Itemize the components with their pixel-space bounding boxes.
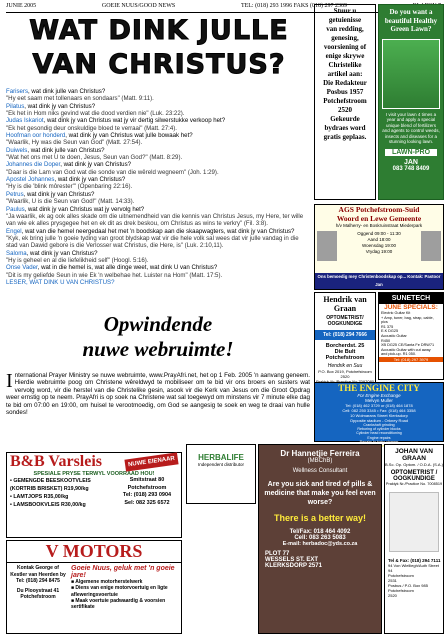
engine-service: Repairs to turbo charger [359, 439, 399, 444]
speaker-name: Apostel Johannes [6, 176, 55, 184]
ferreira-cell: Cell: 083 263 5083 [294, 535, 346, 541]
submission-line: getuienisse [328, 16, 362, 24]
article-paragraph [6, 228, 310, 235]
speaker-name: Hoofman oor honderd [6, 132, 66, 140]
hendrik-addr-1: Borcherdst. 25 [325, 343, 365, 349]
sunetech-items [379, 311, 443, 357]
speaker-name: Petrus [6, 190, 24, 198]
lawn-image [382, 39, 440, 109]
submission-line: genesing, [331, 34, 359, 42]
bb-special: SPESIALE PRYSE TERWYL VOORRAAD HOU! [33, 471, 155, 477]
program-text [6, 372, 310, 450]
vm-title: V MOTORS [7, 541, 181, 563]
paragraph-text: "Kyk, ek bring julle 'n goeie tyding van groot blydskap wat vir die hele volk sal wees dat vir julle vandag in die stad van Dawid gebore is die Verlosser wat Christus, die Here, is" (Luk. 2:10,11). [6, 234, 299, 250]
lawn-body: I visit your lawn 4 times a year and apply a special unique blend of fertilizers and agents to control weeds, insects and diseases for a stunning looking lawn. [382, 111, 440, 144]
article-paragraph [6, 95, 310, 102]
jvg-image [389, 492, 439, 552]
engine-foot: used [378, 444, 386, 449]
article-paragraph [6, 147, 310, 154]
jvg-code: 2520 [388, 593, 397, 598]
paragraph-text: , wat dink julle van Christus? [28, 88, 106, 95]
article-paragraph [6, 183, 310, 190]
ags-photo-right [421, 231, 441, 261]
speaker-name: Paulus [6, 205, 25, 213]
hendrik-name: Hendrik van Graan [323, 295, 367, 313]
ferreira-q2: There is a better way! [273, 513, 367, 523]
article-paragraph [6, 191, 310, 198]
paragraph-text: , wat dink jy van Christus? [26, 249, 98, 257]
article-paragraph [6, 206, 310, 213]
engine-opp: Opposite stadium - Orkney Road [349, 418, 409, 423]
article-paragraph [6, 169, 310, 176]
submission-line: van redding, [326, 25, 364, 33]
speaker-name: Onse Vader [6, 264, 38, 272]
sunetech-item: and pick-up. R1 050. [381, 352, 417, 357]
submission-line: Die Redakteur [323, 79, 367, 87]
vm-item: ■ Diens van enige motorvoertuig en ligte afleweringsvoertuie [71, 585, 168, 598]
ags-footer: Ons bemoedig mey Christenboodskap op... Kontak: Pastoor Jan [315, 273, 443, 289]
submission-box [314, 4, 376, 200]
ferreira-addr-2: WESSELS ST. EXT [265, 557, 319, 563]
herbalife-sub: Independent distributor [197, 462, 245, 467]
article-paragraph [6, 154, 310, 161]
paragraph-text: "Hy is die 'blink môrester'" (Openbaring 22:16). [6, 183, 133, 191]
speaker-name: Saloma [6, 249, 27, 257]
jvg-name: JOHAN VAN GRAAN [395, 448, 433, 462]
hendrik-po: P.O. Box 2019, Potchefstroom 2520 [318, 369, 372, 379]
speaker-name: Pilatus [6, 102, 25, 110]
herbalife-ad[interactable] [186, 444, 256, 504]
speaker-name: Duiwels [6, 146, 28, 154]
submission-line: artikel aan: [327, 70, 363, 78]
article-paragraph [6, 279, 310, 286]
ferreira-deg: (MBChB) [307, 458, 333, 464]
engine-service: Crankshaft grinding [363, 423, 395, 427]
lawn-phone: 083 748 8409 [392, 165, 430, 172]
paragraph-text: "Waarlik, Hy was die Seun van God" (Matt. 27:54). [6, 139, 143, 147]
jvg-ad[interactable] [384, 444, 444, 634]
engine-tel: Tel: (018) 462 3729 or (018) 464 1878 [345, 403, 413, 408]
paragraph-text: , wat in die hemel is, wat alle dinge weet, wat dink U van Christus? [37, 264, 218, 272]
ags-service: Vrydag 19:00 [365, 249, 393, 254]
bb-addr-2: Potchefstroom [127, 484, 167, 491]
ags-title-2: Woord en Lewe Gemeente [336, 214, 422, 223]
ferreira-tel: Tel/Fax: 018 464 4092 [289, 529, 351, 535]
ags-sub: h/v Malherry- en Boskruinstraat Miederpark [335, 223, 423, 228]
ferreira-ad[interactable] [258, 444, 382, 634]
submission-line: Posbus 1957 [326, 88, 364, 96]
paragraph-text: "Daar is die Lam van God wat die sonde van die wêreld wegneem" (Joh. 1:29). [6, 168, 219, 176]
ferreira-addr-3: KLERKSDORP 2571 [265, 563, 322, 569]
article-paragraph [6, 110, 310, 117]
jvg-deg: B.Sc. Op. Optom. / O.D.A. (S.A.) [385, 462, 444, 467]
paragraph-text: , wat dink jy van Christus? [23, 190, 95, 198]
jvg-addr-1: 94 Von Wielliegh/Auth Street 94 [388, 563, 439, 573]
engine-service: Engine repairs [367, 435, 391, 440]
article-paragraph [6, 125, 310, 132]
paragraph-text: , wat dink jy van Christus? [24, 102, 96, 110]
vm-contact: Kontak George of Kestler van Heerden by Tel: (018) 294 8475 [10, 565, 66, 584]
ags-title-1: AGS Potchefstroom-Suid [338, 205, 420, 214]
bb-items [7, 477, 113, 509]
bb-address [113, 477, 181, 509]
sunetech-item: R450 [381, 338, 391, 343]
bb-item: • LAMTJOPS R35,00/kg [10, 494, 69, 500]
sunetech-item: XB DG25 CE/Santa Fe DRW71 [381, 343, 435, 348]
article-paragraph [6, 257, 310, 264]
paragraph-text: "Waarlik, U is die Seun van God!" (Matt. 14:33). [6, 198, 135, 206]
article-paragraph [6, 213, 310, 228]
vm-left [7, 563, 69, 612]
article-paragraph [6, 139, 310, 146]
hendrik-tag: Hendrik en Suu [327, 363, 363, 369]
hendrik-addr-2: Die Bult [334, 349, 356, 355]
header-date: JUNIE 2005 [6, 3, 37, 9]
heading-line-2: nuwe webruimte! [82, 337, 234, 361]
paragraph-text: "Ek het in Hom niks gevind wat die dood verdien nie" (Luk. 23:22). [6, 110, 185, 118]
paragraph-text: "Dit is my geliefde Seun in wie Ek 'n welbehae het. Luister na Hom" (Matt. 17:5). [6, 271, 223, 279]
hendrik-addr-3: Potchefstroom [325, 355, 365, 361]
engine-service: Reboring of cylinder blocks [357, 427, 401, 432]
ags-church-ad[interactable] [314, 204, 444, 290]
jvg-title: OPTOMETRIST / OOGKUNDIGE [390, 470, 438, 482]
submission-line: gratis geplaas. [323, 133, 367, 141]
paragraph-text: , wat van die hemel neergedaal het met 'n boodskap aan die skaapwagters, wat dink jy van Christus? [21, 227, 295, 235]
ags-service: Woensdag 19:00 [362, 243, 396, 248]
sunetech-brand: SUNETECH [379, 293, 443, 304]
ferreira-addr: PLOT 77 [265, 551, 290, 557]
ags-photo-left [317, 231, 337, 261]
submission-line: enige skrywe [325, 52, 365, 60]
ferreira-q1: Are you sick and tired of pills & medicine that make you feel even worse? [264, 481, 376, 506]
lawn-contact: JAN [403, 158, 418, 166]
article-body [6, 88, 310, 310]
herbalife-brand: HERBALIFE [198, 453, 244, 462]
engine-addr: 10 Wolmarans Street Klerksdorp [350, 413, 408, 418]
article-paragraph [6, 117, 310, 124]
submission-line: bydraes word [324, 124, 366, 132]
sunetech-item: Electric Guitar Kit [381, 311, 411, 315]
ferreira-email: E-mail: herbadoc@yds.co.za [282, 541, 358, 547]
paragraph-text: "Ek het gesondig deur onskuldige bloed te verraai" (Matt. 27:4). [6, 124, 177, 132]
article-paragraph [6, 198, 310, 205]
paragraph-text: , wat dink jy van Christus wat jy vir dertig silwerstukke verkoop het? [43, 117, 226, 125]
lawn-title: Do you want a beautiful Healthy Green Lawn? [384, 8, 438, 33]
article-paragraph [6, 132, 310, 139]
engine-contact: Melvyn Muller [365, 398, 393, 403]
engine-sub: For Engine Exchange [357, 393, 401, 398]
jvg-city: Potchefstroom [388, 588, 414, 593]
speaker-name: Farisers [6, 88, 29, 95]
jvg-addr-3: 2531 [388, 578, 397, 583]
ferreira-name: Dr Hannetjie Ferreira [280, 449, 360, 458]
bb-header [7, 453, 181, 471]
lawn-brand: LAWN-PRO [385, 149, 437, 156]
sunetech-title: JUNE SPECIALS: [384, 304, 438, 311]
speaker-name: Engel [6, 227, 22, 235]
ags-service: Oggend 09:00 - 11:30 [357, 231, 401, 236]
title-line-1: WAT DINK JULLE [29, 15, 289, 46]
jvg-addr-2: Potchefstroom [388, 573, 414, 578]
speaker-name: Judas Iskariot [6, 117, 44, 125]
header-paper: GOEIE NUUS/GOOD NEWS [101, 3, 176, 9]
article-paragraph [6, 161, 310, 168]
paragraph-text: "Hy is geheel en al die liefelikheid self" (Hoogl. 5:16). [6, 256, 149, 264]
vm-addr: Du Plooystraat 41 Potchefstroom [16, 587, 60, 600]
speaker-name: Johannes die Doper [6, 161, 61, 169]
submission-line: Stuur u [333, 7, 357, 15]
jvg-reg: Praktyk Nr./Practice No. 7008519 [385, 482, 443, 486]
v-motors-ad[interactable] [6, 540, 182, 634]
section-heading [6, 312, 310, 370]
engine-title: THE ENGINE CITY [338, 383, 420, 393]
submission-line: Christelike [328, 61, 362, 69]
paragraph-text: "Wat het ons met U te doen, Jesus, Seun van God?" (Matt. 8:29). [6, 154, 183, 162]
program-body: nternational Prayer Ministry se nuwe webruimte, www.PrayAfri.net, het op 1 Feb. 2005 'n aanvang geneem. Hierdie webruimte poog om Christene wêreldwyd te mobiliseer om te bid vir ons broers en susters wat vervolg word, vir die herstel van die Christelike gesin, asook vir die Kerk van Jesus om die Groot Opdrag weer ernstig op te neem. PrayAfri is op soek na Christene wat sal toegewyd om minstens vir 7 minute elke dag te bid om 07:00 en 19:00, om huisel te verootmoedig, om God se aangesig te soek en weg te draai van hulle sondes! [6, 372, 310, 417]
paragraph-text: , wat dink jy van Christus wat jy vervolg het? [24, 205, 145, 213]
article-paragraph [6, 250, 310, 257]
bb-item: • GEMENGDE BEESKOOTVLEIS (KORTRIB BRISKET) R19,90/kg [10, 478, 91, 492]
title-line-2: VAN CHRISTUS? [32, 49, 286, 80]
paragraph-text: , wat dink jy van Christus? [54, 176, 126, 184]
vm-tagline: Goeie Nuus, geluk met 'n goeie jare! [71, 565, 175, 579]
article-paragraph [6, 176, 310, 183]
submission-line: voorsiening of [323, 43, 367, 51]
article-paragraph [6, 264, 310, 271]
paragraph-text: "Ja waarlik, ek ag ook alles skade om die uitnemendheid van die kennis van Christus Jesus, my Here, ter wille van wie ek alles prysgegee het en ek dit as drek beskou, om Christus as wins te verkry" (Fil. 3:8). [6, 212, 304, 228]
article-paragraph [6, 272, 310, 279]
lawn-ad[interactable] [378, 4, 444, 200]
sunetech-item: Acoustic Guitar with cut away [381, 347, 431, 352]
paragraph-text: , wat dink jy van Christus? [60, 161, 132, 169]
engine-cell: Cell: 082 250 3345 • Fax: (018) 464 3358 [342, 408, 416, 413]
sunetech-ad[interactable] [378, 292, 444, 380]
ags-details [315, 229, 443, 263]
bb-tel: Tel: (018) 293 0904 [122, 492, 172, 498]
bb-title: B&B Varsleis [10, 453, 103, 470]
submission-line: 2520 [338, 106, 352, 114]
bb-cell: Sel: 082 325 6572 [124, 499, 170, 506]
hendrik-title: OPTOMETRIST/ OOGKUNDIGE [326, 315, 364, 327]
ags-services [339, 231, 419, 261]
jvg-tel: Tel & Fax: (018) 294 7111 [388, 558, 441, 563]
jvg-po: Posbus / P.O. Box 985 [388, 583, 428, 588]
paragraph-text: , wat dink jy van Christus wat julle bowaak het? [65, 132, 193, 140]
bb-item: • LAMSBOOKVLEIS R30,00/kg [10, 502, 86, 508]
bb-addr-1: Smitstraat 80 [129, 477, 165, 483]
speaker-name: LESER, WAT DINK U VAN CHRISTUS? [6, 278, 115, 286]
sunetech-item: + Amp, tuner, bag, strap, cable, pics [381, 315, 434, 325]
sunetech-item: R1 375 [381, 324, 394, 329]
bb-varsleis-ad[interactable] [6, 452, 182, 538]
engine-services [315, 423, 443, 444]
sunetech-item: E.K DG25 [381, 329, 399, 334]
article-title [4, 14, 314, 86]
article-paragraph [6, 103, 310, 110]
sunetech-contact: Tel: (018) 297 3979 [379, 357, 443, 362]
header-tel: TEL: (018) 293 1996 FAKS (018) 297 2369 [240, 3, 347, 9]
drop-cap: I [6, 372, 13, 392]
engine-service: Cylinder head reconditioning [356, 431, 402, 436]
sunetech-item: Acoustic Guitar [381, 333, 407, 338]
heading-line-1: Opwindende [103, 312, 213, 336]
paragraph-text: "Hy eet saam met tollenaars en sondaars" (Matt. 9:11). [6, 95, 154, 103]
vm-items [71, 579, 179, 610]
engine-city-ad[interactable] [314, 382, 444, 449]
article-paragraph [6, 235, 310, 250]
hendrik-tel: Tel: (018) 294 7666 [315, 330, 375, 340]
bb-tag: NUWE EIENAAR [124, 452, 178, 471]
vm-item: ■ Maak voertuie padwaardig & voorsien sertifikate [71, 597, 166, 611]
ags-service: Aand 18:00 [367, 237, 391, 242]
ferreira-sub: Wellness Consultant [292, 468, 348, 474]
submission-line: Potchefstroom [323, 97, 367, 105]
submission-line: Gekeurde [330, 115, 360, 123]
article-paragraph [6, 88, 310, 95]
paragraph-text: , wat dink julle van Christus? [27, 146, 105, 154]
vm-item: ■ Algemene motorherstelwerk [71, 579, 143, 585]
